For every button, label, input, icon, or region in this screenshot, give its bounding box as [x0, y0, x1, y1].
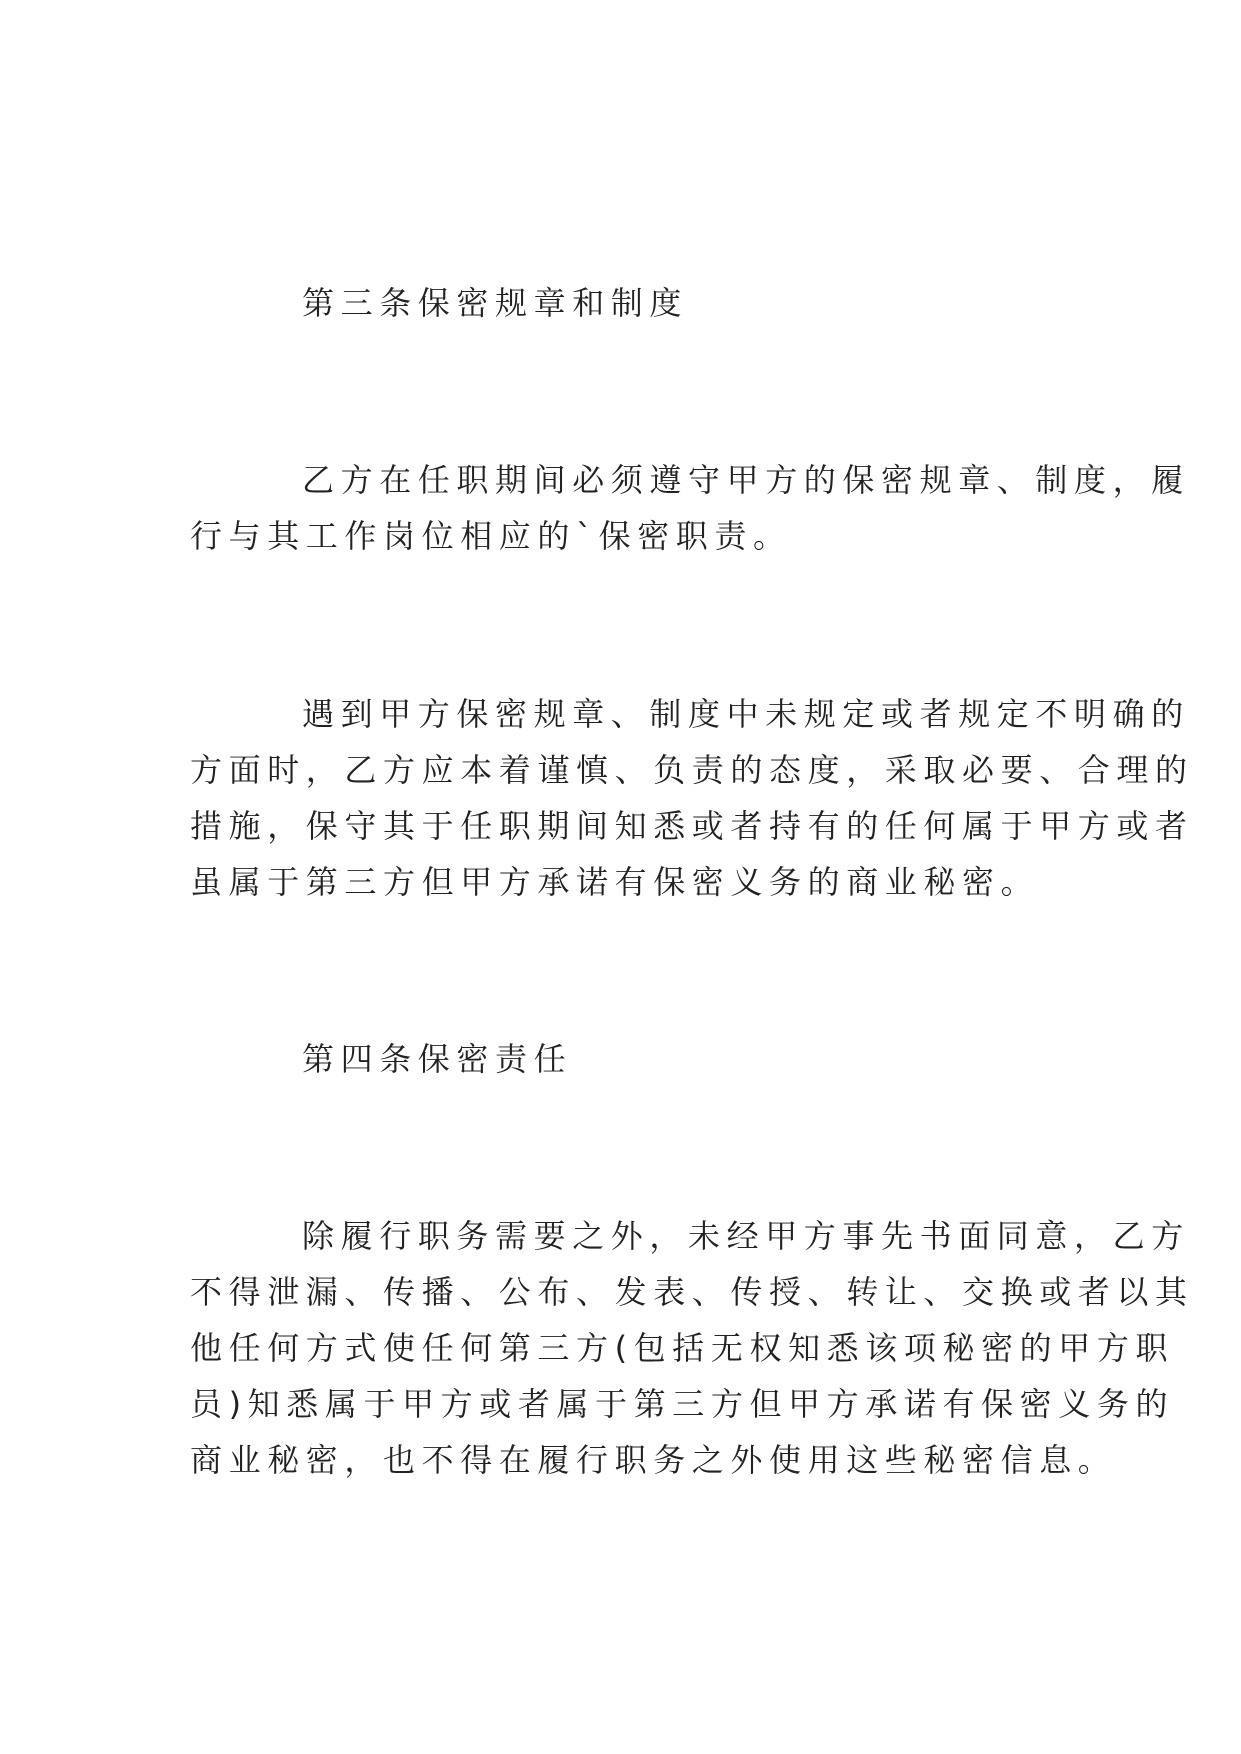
- paragraph-1-line-2: 行与其工作岗位相应的`保密职责。: [190, 517, 792, 555]
- paragraph-1-line-1: 乙方在任职期间必须遵守甲方的保密规章、制度，履: [302, 461, 1190, 499]
- article-3-heading: 第三条保密规章和制度: [302, 284, 689, 322]
- paragraph-3-line-1: 除履行职务需要之外，未经甲方事先书面同意，乙方: [302, 1217, 1190, 1255]
- paragraph-2-line-3: 措施，保守其于任职期间知悉或者持有的任何属于甲方或者: [190, 807, 1194, 845]
- paragraph-2-line-2: 方面时，乙方应本着谨慎、负责的态度，采取必要、合理的: [190, 751, 1194, 789]
- paragraph-3-line-4: 员)知悉属于甲方或者属于第三方但甲方承诺有保密义务的: [190, 1385, 1175, 1423]
- paragraph-2-line-4: 虽属于第三方但甲方承诺有保密义务的商业秘密。: [190, 863, 1040, 901]
- paragraph-2-line-1: 遇到甲方保密规章、制度中未规定或者规定不明确的: [302, 695, 1190, 733]
- paragraph-3-line-2: 不得泄漏、传播、公布、发表、传授、转让、交换或者以其: [190, 1273, 1194, 1311]
- paragraph-3-line-3: 他任何方式使任何第三方(包括无权知悉该项秘密的甲方职: [190, 1329, 1175, 1367]
- article-4-heading: 第四条保密责任: [302, 1040, 573, 1078]
- paragraph-3-line-5: 商业秘密，也不得在履行职务之外使用这些秘密信息。: [190, 1441, 1117, 1479]
